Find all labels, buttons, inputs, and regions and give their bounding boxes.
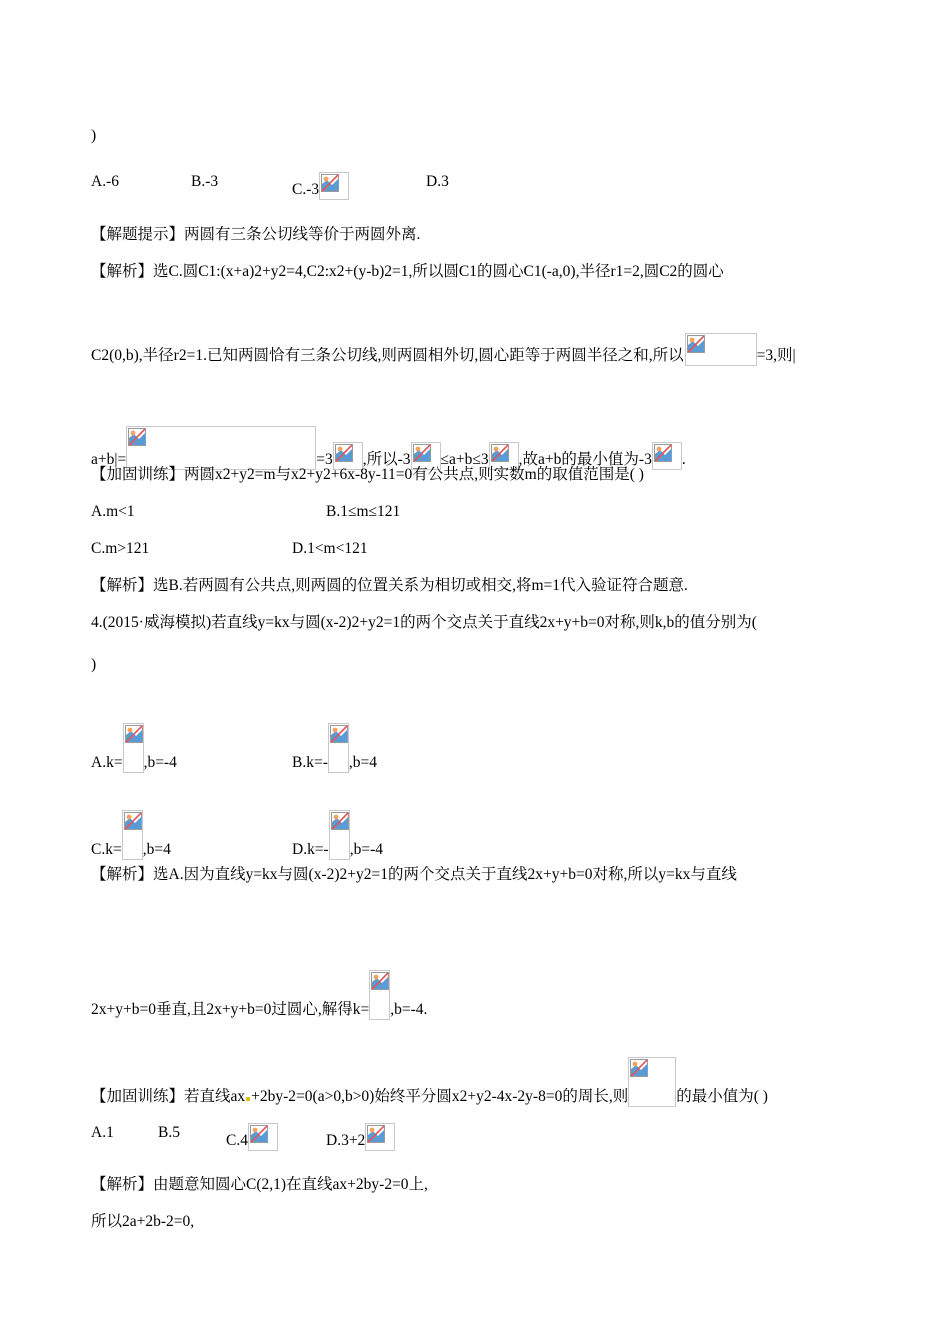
broken-image-icon [628,1057,676,1107]
practice1-title: 【加固训练】两圆x2+y2=m与x2+y2+6x-8y-11=0有公共点,则实数m的取值范围是( ) [91,466,644,483]
q3-solution-line3 [91,426,686,470]
q3-option-b: B.-3 [191,173,219,190]
broken-image-icon [122,810,143,860]
q4-option-d [292,810,383,860]
practice2-option-d-label: D.3+2 [326,1132,366,1149]
practice1-option-b: B.1≤m≤121 [326,503,401,520]
practice2-title-text: 【加固训练】若直线ax [91,1088,246,1105]
q3-solution-text: . [681,451,686,468]
broken-image-icon [365,1123,395,1151]
q3-solution-text: ,故a+b的最小值为-3 [518,451,652,468]
q4-close-paren: ) [91,656,97,673]
q3-close-paren: ) [91,127,97,144]
q4-option-b-text: ,b=4 [348,754,377,771]
practice2-option-a: A.1 [91,1124,114,1141]
practice1-solution: 【解析】选B.若两圆有公共点,则两圆的位置关系为相切或相交,将m=1代入验证符合题意. [91,577,688,594]
broken-image-icon [123,723,144,773]
practice1-option-c: C.m>121 [91,540,150,557]
q3-option-a: A.-6 [91,173,119,190]
q4-solution-text: 2x+y+b=0垂直,且2x+y+b=0过圆心,解得k= [91,1001,370,1018]
q3-solution-line2 [91,333,796,366]
practice2-solution-line2: 所以2a+2b-2=0, [91,1213,195,1230]
q4-solution-line2 [91,970,427,1020]
broken-image-icon [652,442,682,470]
q4-option-a-text: ,b=-4 [143,754,177,771]
q4-title: 4.(2015·威海模拟)若直线y=kx与圆(x-2)2+y2=1的两个交点关于直线2x+y+b=0对称,则k,b的值分别为( [91,614,757,631]
q3-solution-line1 [91,262,859,282]
broken-image-icon [685,333,757,366]
q4-solution-line1 [91,865,859,885]
q3-option-c-label: C.-3 [292,181,320,198]
q3-solution-text: =3 [316,451,333,468]
q4-option-a [91,723,177,773]
broken-image-icon [319,172,349,200]
q3-solution-text: 【解析】选C.圆C1:(x+a)2+y2=4,C2:x2+(y-b)2=1,所以圆C1的圆心C1(-a,0),半径r1=2,圆C2的圆心 [91,263,724,280]
q3-hint: 【解题提示】两圆有三条公切线等价于两圆外离. [91,226,421,243]
q3-solution-text: ,所以-3 [362,451,411,468]
q4-solution-text: 【解析】选A.因为直线y=kx与圆(x-2)2+y2=1的两个交点关于直线2x+y+b=0对称,所以y=kx与直线 [91,866,737,883]
broken-image-icon [126,426,316,470]
q3-solution-text: ≤a+b≤3 [440,451,489,468]
practice2-option-d [326,1123,395,1151]
broken-image-icon [328,723,349,773]
practice2-title-text: 的最小值为( ) [676,1088,768,1105]
practice2-title-text: +2by-2=0(a>0,b>0)始终平分圆x2+y2-4x-2y-8=0的周长,则 [251,1088,629,1105]
q3-option-c [292,172,349,200]
marker-dot [246,1097,250,1101]
q3-option-d: D.3 [426,173,449,190]
q4-option-c-text: ,b=4 [142,841,171,858]
practice2-option-c [226,1123,278,1151]
practice1-option-a: A.m<1 [91,503,135,520]
broken-image-icon [248,1123,278,1151]
q4-option-d-text: D.k=- [292,841,329,858]
broken-image-icon [329,810,350,860]
q3-solution-text: C2(0,b),半径r2=1.已知两圆恰有三条公切线,则两圆相外切,圆心距等于两圆半径之和,所以 [91,347,684,364]
practice1-option-d: D.1<m<121 [292,540,368,557]
practice2-solution-line1: 【解析】由题意知圆心C(2,1)在直线ax+2by-2=0上, [91,1176,428,1193]
q4-option-d-text: ,b=-4 [349,841,384,858]
broken-image-icon [369,970,390,1020]
q4-option-c-text: C.k= [91,841,122,858]
q3-solution-text: =3,则| [756,347,796,364]
q4-option-b [292,723,377,773]
practice2-title [91,1057,768,1107]
q3-solution-text: a+b|= [91,451,127,468]
q4-option-c [91,810,171,860]
q4-solution-text: ,b=-4. [390,1001,428,1018]
practice2-option-c-label: C.4 [226,1132,248,1149]
q4-option-a-text: A.k= [91,754,123,771]
q4-option-b-text: B.k=- [292,754,328,771]
practice2-option-b: B.5 [158,1124,180,1141]
